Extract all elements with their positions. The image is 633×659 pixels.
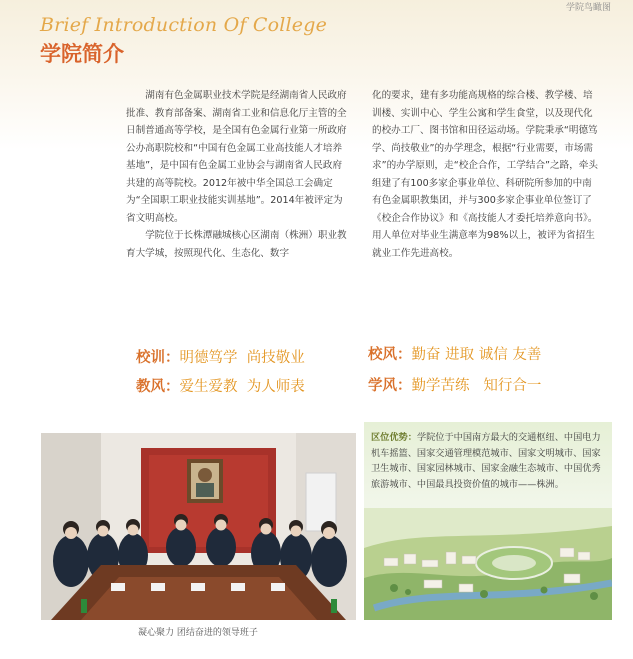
intro-column-right (372, 87, 598, 262)
page-title-english: Brief Introduction Of College (40, 14, 328, 36)
teaching-style (136, 375, 305, 396)
school-motto (136, 346, 305, 367)
study-style-label: 学风： (368, 378, 412, 394)
page-title: 学院简介 (40, 42, 124, 66)
location-advantage (371, 430, 603, 492)
aerial-view-label: 学院鸟瞰图 (565, 3, 611, 13)
intro-paragraph: 化的要求，建有多功能高规格的综合楼、教学楼、培训楼、实训中心、学生公寓和学生食堂，以及现代化的校办工厂、图书馆和田径运动场。学院秉承“明德笃学、尚技敬业”的办学理念，根据“行业需要，市场需求”的办学原则，走“校企合作，工学结合”之路，牵头组建了有100多家企事业单位、科研院所参加的中南有色金属职教集团，并与300多家企事业单位签订了《校企合作协议》和《高技能人才委托培养意向书》。用人单位对毕业生满意率为98%以上，被评为省招生就业工作先进高校。 (372, 90, 598, 259)
school-motto-label: 校训： (136, 350, 180, 366)
study-style (368, 374, 541, 395)
leadership-photo-illustration (41, 433, 356, 620)
leadership-photo (41, 433, 356, 620)
teaching-style-text: 爱生爱教 为人师表 (179, 379, 305, 395)
school-style (368, 343, 541, 364)
location-label: 区位优势： (371, 432, 417, 443)
city-aerial-illustration (364, 508, 612, 620)
intro-paragraph: 学院位于长株潭融城核心区湖南（株洲）职业教育大学城，按照现代化、生态化、数字 (126, 230, 347, 259)
school-style-text: 勤奋 进取 诚信 友善 (411, 347, 542, 363)
city-aerial-image (364, 508, 612, 620)
study-style-text: 勤学苦练 知行合一 (411, 378, 542, 394)
school-motto-text: 明德笃学 尚技敬业 (179, 350, 305, 366)
photo-caption: 凝心聚力 团结奋进的领导班子 (138, 628, 258, 638)
teaching-style-label: 教风： (136, 379, 180, 395)
intro-column-left (126, 87, 350, 262)
intro-paragraph: 湖南有色金属职业技术学院是经湖南省人民政府批准、教育部备案、湖南省工业和信息化厅主管的全日制普通高等学校，是全国有色金属行业第一所政府公办高职院校和“中国有色金属工业高技能人才培养基地”，是中国有色金属工业协会与湖南省人民政府共建的高等院校。2012年被中华全国总工会确定为“全国职工职业技能实训基地”。2014年被评定为省文明高校。 (126, 90, 347, 224)
location-text: 学院位于中国南方最大的交通枢纽、中国电力机车摇篮、国家交通管理模范城市、国家文明城市、国家卫生城市、国家园林城市、国家金融生态城市、中国优秀旅游城市、中国最具投资价值的城市——株洲。 (371, 432, 601, 490)
school-style-label: 校风： (368, 347, 412, 363)
